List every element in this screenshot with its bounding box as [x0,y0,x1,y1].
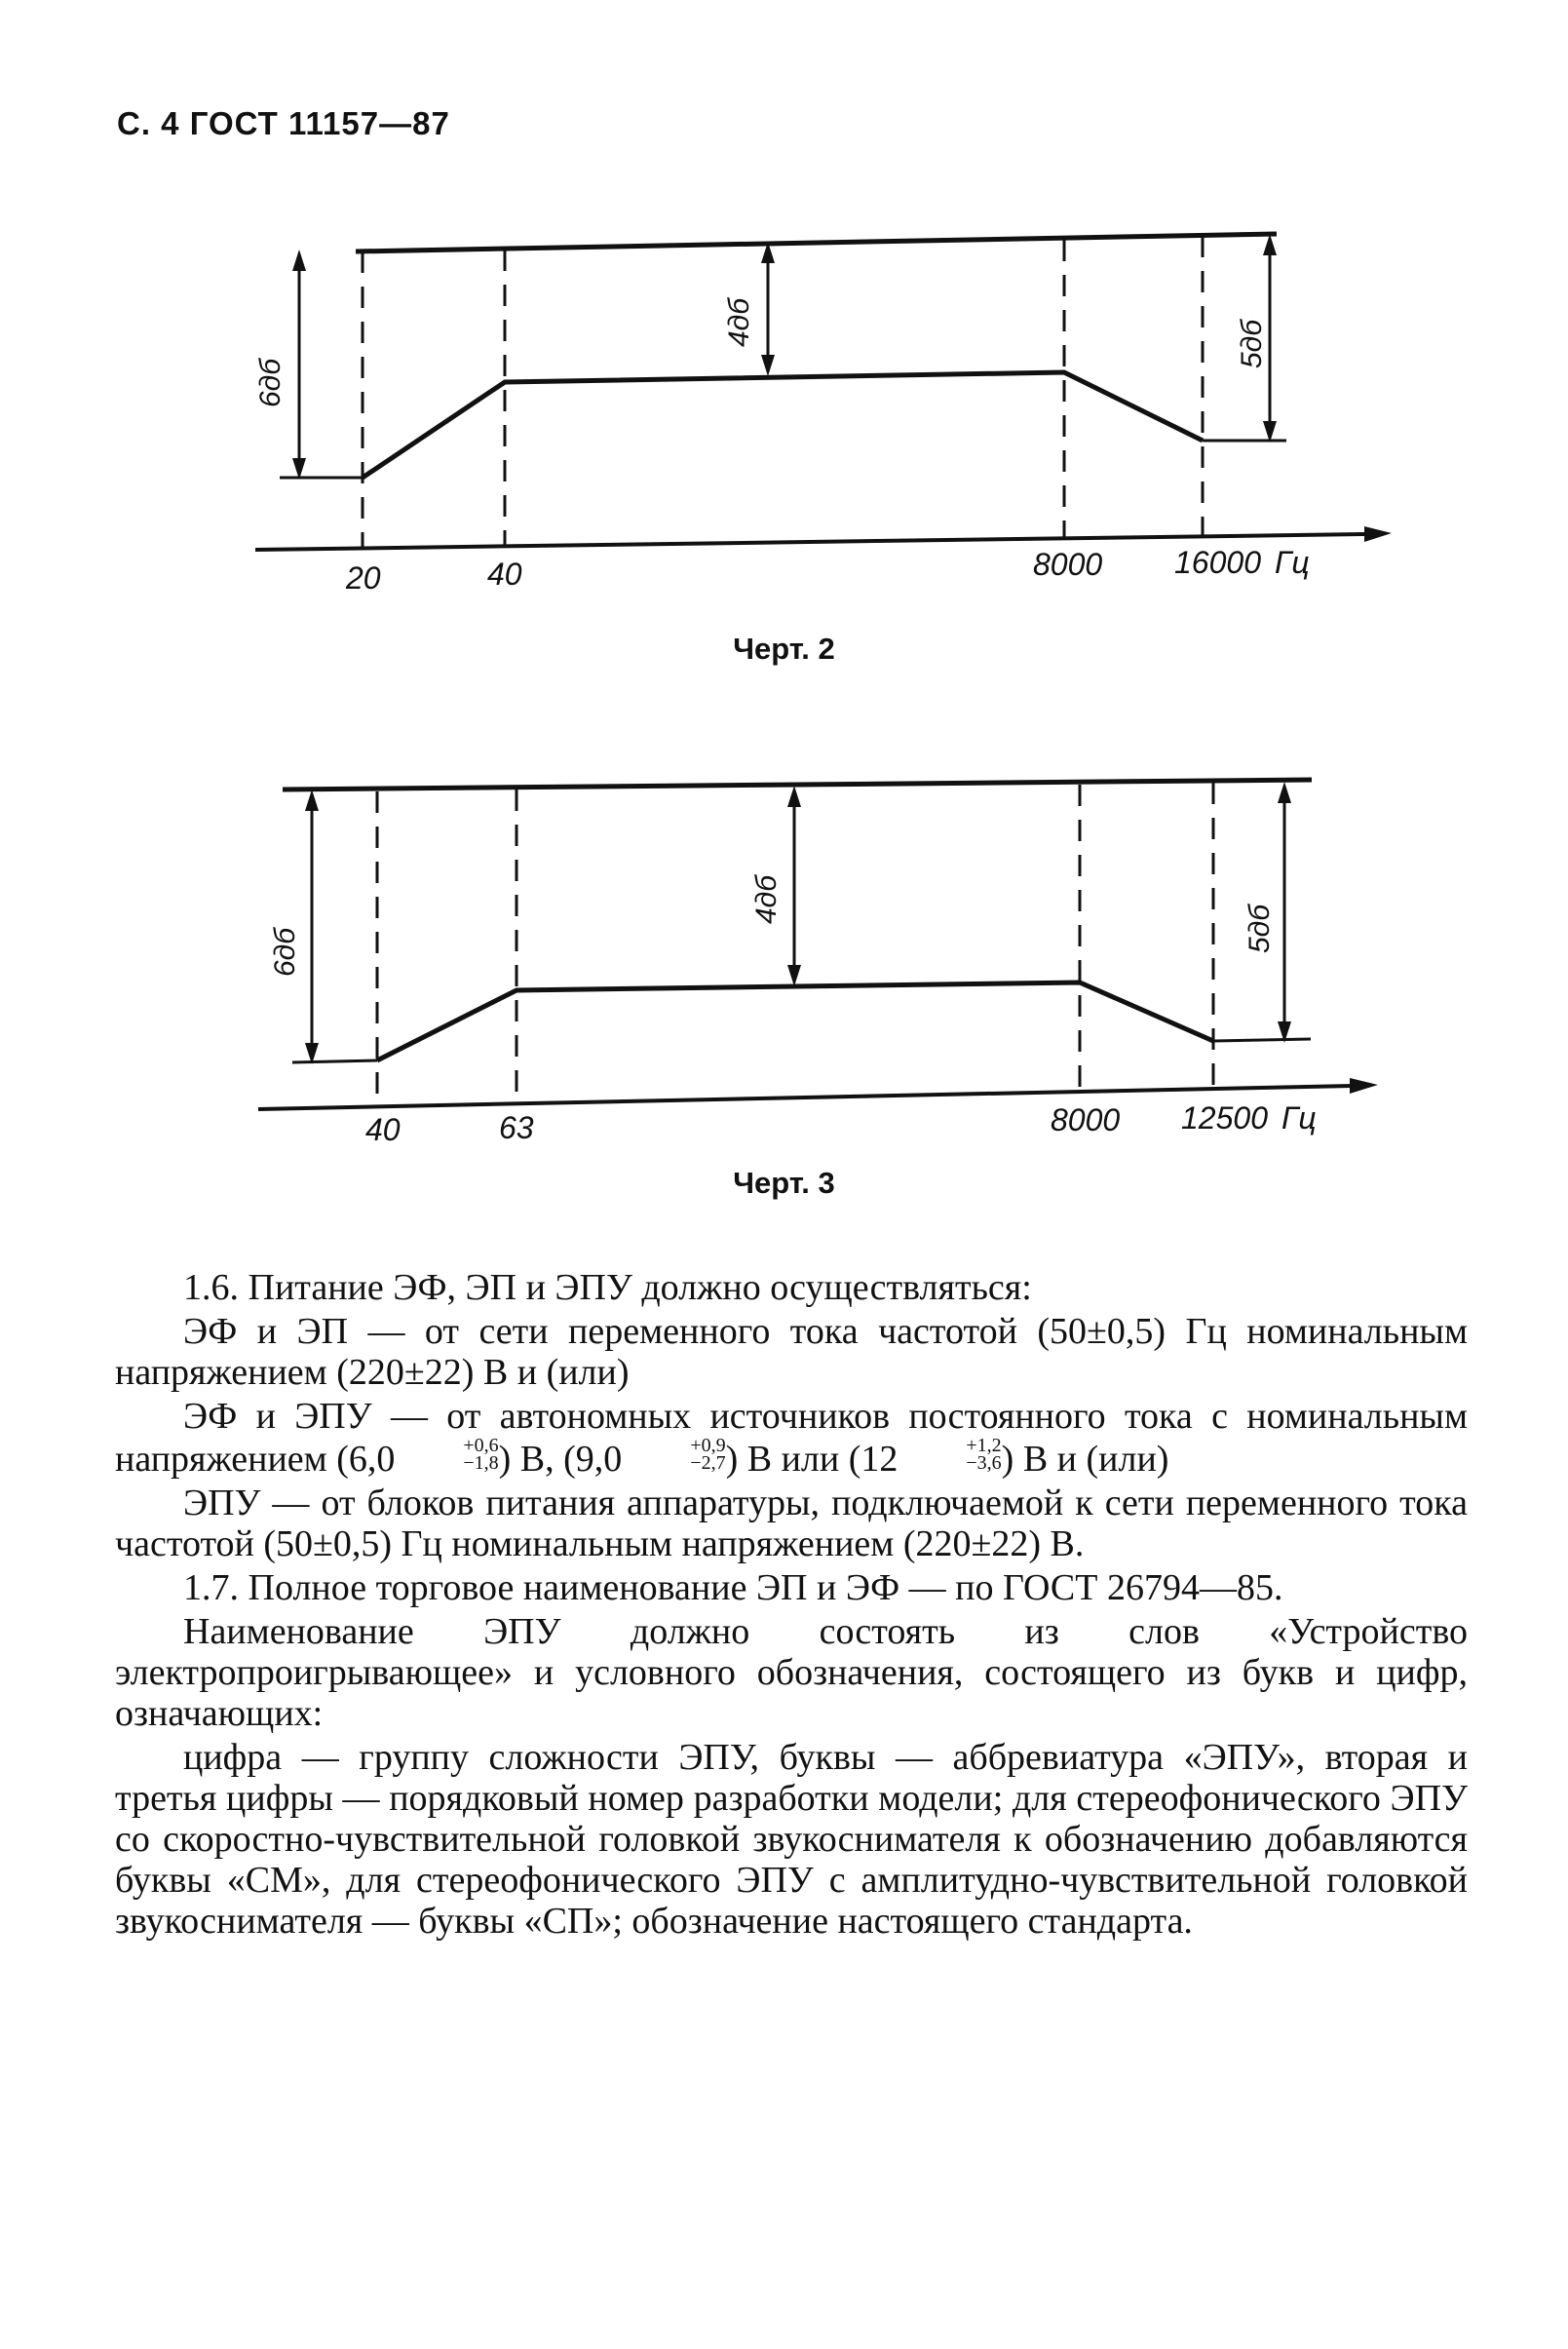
dim-label-middle: 4дб [723,297,755,347]
paragraph-naming: Наименование ЭПУ должно состоять из слов «Устройство электропроигрывающее» и условного обозначения, состоящего из букв и цифр, означающих: [115,1611,1468,1734]
dim-label-right: 5дб [1243,904,1276,953]
page-header: С. 4 ГОСТ 11157—87 [117,105,450,141]
dim-label-left: 6дб [269,927,301,977]
paragraph-designation: цифра — группу сложности ЭПУ, буквы — аббревиатура «ЭПУ», вторая и третья цифры — порядковый номер разработки модели; для стереофонического ЭПУ со скоростно-чувствительной головкой звукоснимателя к обозначению добавляются буквы «СМ», для стереофонического ЭПУ с амплитудно-чувствительной головкой звукоснимателя — буквы «СП»; обозначение настоящего стандарта. [115,1737,1468,1942]
body-text [115,1267,1468,1945]
figure-2-caption: Черт. 2 [733,632,835,666]
x-tick-label: 40 [487,557,522,592]
dim-label-left: 6дб [254,358,287,407]
dim-label-right: 5дб [1236,319,1268,368]
paragraph-power-mains: ЭФ и ЭП — от сети переменного тока частотой (50±0,5) Гц номинальным напряжением (220±22) В и (или) [115,1311,1468,1393]
x-unit-label: Гц [1281,1100,1317,1136]
lower-limit-curve [377,982,1213,1060]
x-tick-label: 8000 [1051,1102,1121,1137]
x-axis-arrow-icon [1350,1078,1378,1094]
paragraph-power-autonomous: ЭФ и ЭПУ — от автономных источников постоянного тока с номинальным напряжением (6,0 $^{+0,6 -1,8}$ ) В, (9,0 $^{+0,9 -2,7}$ ) В или (12 $^{+1,2 -3,6}$ ) В и (или) [115,1396,1468,1480]
paragraph-1-7: 1.7. Полное торговое наименование ЭП и ЭФ — по ГОСТ 26794—85. [183,1567,1283,1608]
upper-limit-line [283,780,1312,789]
x-tick-label: 12500 [1181,1100,1268,1136]
figure-3-caption: Черт. 3 [733,1166,835,1200]
dim-label-middle: 4дб [750,874,783,924]
x-tick-label: 63 [499,1110,534,1145]
x-tick-label: 40 [365,1112,401,1147]
x-tick-label: 20 [346,560,381,596]
x-tick-label: 16000 [1174,545,1261,580]
x-unit-label: Гц [1275,545,1310,580]
paragraph-1-6: 1.6. Питание ЭФ, ЭП и ЭПУ должно осуществляться: [183,1267,1032,1308]
x-tick-label: 8000 [1033,547,1103,582]
paragraph-power-units: ЭПУ — от блоков питания аппаратуры, подключаемой к сети переменного тока частотой (50±0,5) Гц номинальным напряжением (220±22) В. [115,1483,1468,1564]
